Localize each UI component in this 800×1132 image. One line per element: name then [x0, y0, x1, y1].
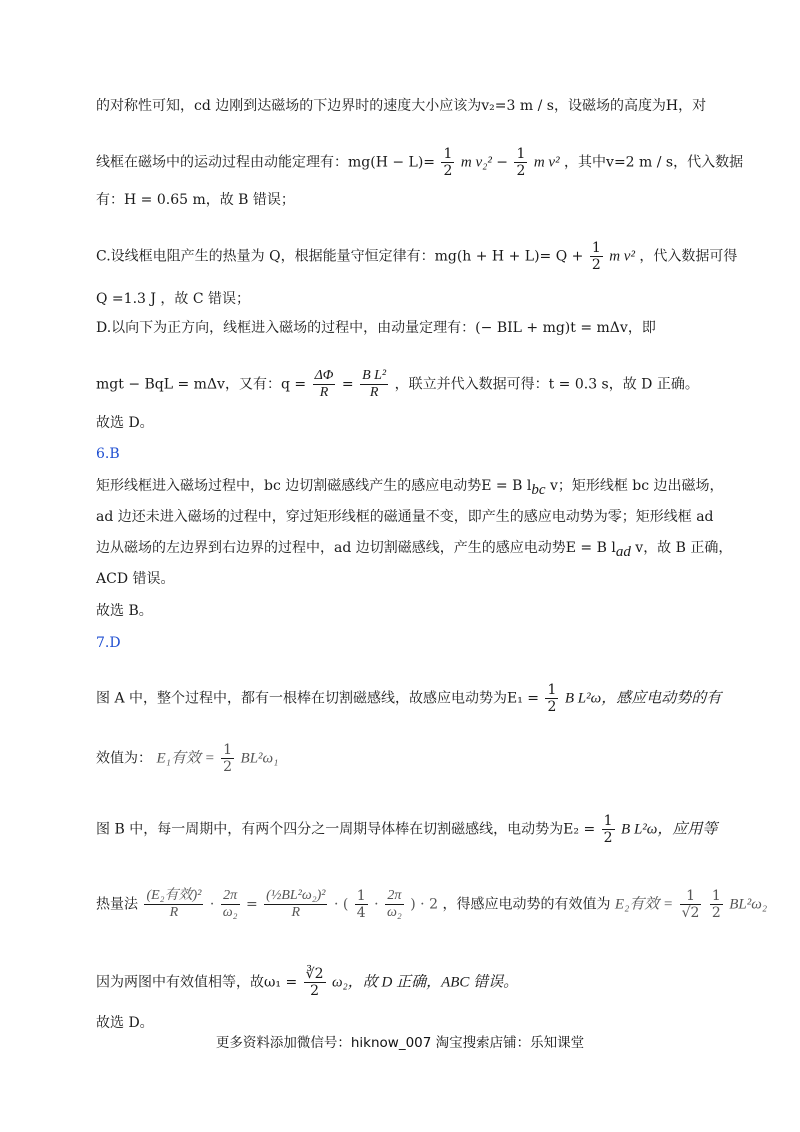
- math: B L²ω，应用等: [621, 821, 718, 838]
- math: · (: [333, 896, 349, 913]
- subscript: bc: [531, 481, 546, 498]
- text-segment: 图 B 中，每一周期中，有两个四分之一周期导体棒在切割磁感线，电动势为E₂ =: [96, 821, 596, 838]
- math: ·: [374, 896, 384, 913]
- fraction: $\frac{1}{√2}$: [681, 888, 700, 921]
- math: ω₂，故 D 正确，ABC 错误。: [331, 974, 519, 991]
- subscript: ad: [615, 543, 631, 560]
- math: =: [341, 376, 354, 393]
- fraction: $\frac{1}{2}$: [711, 888, 721, 921]
- fraction: $\frac{2\pi}{\text{ω₂}}$: [387, 888, 402, 920]
- fraction: $\frac{1}{2}$: [603, 813, 613, 846]
- fraction: $\frac{1}{2}$: [547, 682, 557, 715]
- text-line: [96, 682, 721, 715]
- fraction: $\frac{\text{B L²}}{R}$: [362, 368, 387, 400]
- math: E₁有效 =: [156, 750, 215, 767]
- text-segment: ，得感应电动势的有效值为: [442, 896, 611, 913]
- text-line: 故选 D。: [96, 1015, 154, 1031]
- text-segment: C.设线框电阻产生的热量为 Q，根据能量守恒定律有：mg(h + H + L)= Q +: [96, 248, 584, 265]
- text-segment: ，代入数据可得: [639, 248, 738, 265]
- math: E₂有效 =: [614, 896, 674, 913]
- math: B L²ω，感应电动势的有: [564, 690, 722, 707]
- fraction: $\frac{\text{(½BL²ω₂)²}}{R}$: [266, 888, 326, 920]
- text-line: D.以向下为正方向，线框进入磁场的过程中，由动量定理有：(− BIL + mg)t = mΔv，即: [96, 320, 656, 336]
- text-line: 的对称性可知，cd 边刚到达磁场的下边界时的速度大小应该为v₂=3 m / s，设磁场的高度为H，对: [96, 98, 707, 114]
- text-line: [96, 888, 767, 921]
- text-segment: v；矩形线框 bc 边出磁场，: [545, 478, 724, 494]
- fraction: $\frac{1}{2}$: [591, 240, 601, 273]
- text-segment: 边从磁场的左边界到右边界的过程中，ad 边切割磁感线，产生的感应电动势E = B l: [96, 540, 616, 556]
- math: BL²ω₂: [729, 896, 768, 913]
- text-segment: ，其中v=2 m / s，代入数据: [564, 154, 744, 171]
- fraction: $\frac{1}{2}$: [443, 146, 453, 179]
- text-segment: 因为两图中有效值相等，故ω₁ =: [96, 974, 298, 991]
- text-line: [96, 813, 717, 846]
- fraction: $\frac{1}{4}$: [356, 888, 366, 921]
- text-line: [96, 146, 743, 179]
- math: ) · 2: [410, 896, 438, 913]
- text-segment: 图 A 中，整个过程中，都有一根棒在切割磁感线，故感应电动势为E₁ =: [96, 690, 540, 707]
- text-line: [96, 742, 278, 775]
- text-segment: 矩形线框进入磁场过程中，bc 边切割磁感线产生的感应电动势E = B l: [96, 478, 532, 494]
- text-line: Q =1.3 J ，故 C 错误；: [96, 291, 251, 307]
- answer-heading: 7.D: [96, 635, 121, 651]
- math: m v²: [609, 248, 635, 265]
- text-line: [96, 368, 699, 401]
- math: ·: [209, 896, 215, 913]
- text-line: 故选 B。: [96, 603, 153, 619]
- text-line: ACD 错误。: [96, 571, 175, 587]
- text-line: 故选 D。: [96, 415, 154, 431]
- fraction: $\frac{1}{2}$: [223, 742, 233, 775]
- text-line: ad 边还未进入磁场的过程中，穿过矩形线框的磁通量不变，即产生的感应电动势为零；矩形线框 ad: [96, 509, 714, 525]
- math: m v²: [533, 154, 560, 171]
- math: m v₂²: [460, 154, 492, 171]
- text-segment: 效值为：: [96, 750, 152, 767]
- footer-note: 更多资料添加微信号：hiknow_007 淘宝搜索店铺：乐知课堂: [215, 1035, 585, 1051]
- text-segment: v，故 B 正确，: [630, 540, 733, 556]
- math: =: [245, 896, 258, 913]
- fraction: $\frac{\text{(E₂有效)²}}{R}$: [146, 888, 202, 920]
- math: BL²ω₁: [240, 750, 279, 767]
- fraction: $\frac{1}{2}$: [516, 146, 526, 179]
- text-segment: 线框在磁场中的运动过程由动能定理有：mg(H − L)=: [96, 154, 436, 171]
- math: −: [496, 154, 508, 171]
- fraction: $\frac{\Delta\Phi}{R}$: [314, 368, 334, 400]
- text-segment: 热量法: [96, 896, 138, 913]
- fraction: $\frac{2\pi}{\text{ω₂}}$: [222, 888, 238, 920]
- fraction: $\frac{∛2}{2}$: [305, 966, 324, 999]
- text-line: [96, 476, 724, 500]
- text-line: 有：H = 0.65 m，故 B 错误；: [96, 192, 295, 208]
- answer-heading: 6.B: [96, 446, 120, 462]
- text-segment: ，联立并代入数据可得：t = 0.3 s，故 D 正确。: [394, 376, 699, 393]
- text-line: [96, 538, 732, 562]
- text-segment: mgt − BqL = mΔv，又有：q =: [96, 376, 307, 393]
- text-line: [96, 240, 737, 273]
- text-line: [96, 966, 518, 999]
